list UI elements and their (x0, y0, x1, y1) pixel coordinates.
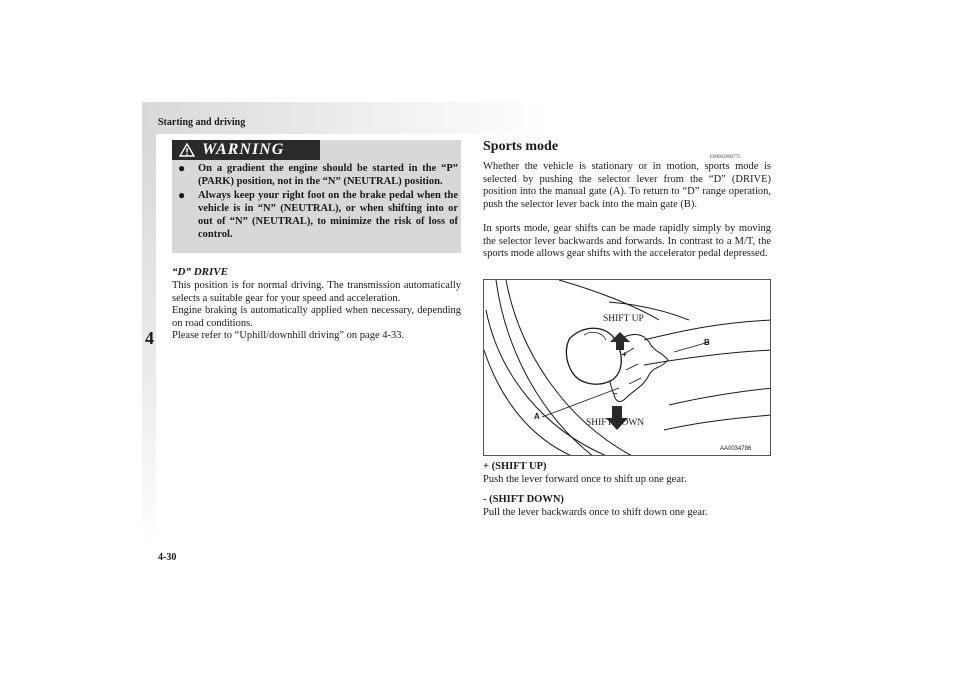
figure-code: AA0034786 (720, 446, 752, 452)
drive-paragraph: Please refer to “Uphill/downhill driving” on page 4-33. (172, 330, 405, 341)
shift-down-label: SHIFT DOWN (586, 418, 645, 428)
minus-symbol: – (613, 389, 618, 398)
section-title: Starting and driving (158, 117, 246, 128)
sports-mode-heading: Sports mode (483, 139, 559, 154)
sports-paragraph: Whether the vehicle is stationary or in motion, sports mode is selected by pushing the selector lever from the “D” (DRIVE) position into the manual gate (A). To return to “D” range operation, push the selector lever back into the main gate (B). (483, 161, 771, 210)
term-title: + (SHIFT UP) (483, 461, 547, 472)
warning-item (176, 162, 458, 188)
term-shift-down (483, 494, 771, 519)
bullet-icon: ● (178, 161, 186, 175)
warning-triangle-icon (179, 143, 195, 157)
term-description: Pull the lever backwards once to shift down one gear. (483, 506, 708, 518)
selector-lever-illustration (484, 280, 771, 456)
bullet-icon: ● (178, 188, 186, 202)
term-description: Push the lever forward once to shift up one gear. (483, 473, 687, 485)
selector-lever-figure (483, 279, 771, 456)
warning-tab (172, 140, 320, 160)
term-title: - (SHIFT DOWN) (483, 494, 564, 505)
gate-a-label: A (534, 412, 540, 421)
sports-paragraph: In sports mode, gear shifts can be made rapidly simply by moving the selector lever backwards and forwards. In contrast to a M/T, the sports mode allows gear shifts with the accelerator pedal depressed. (483, 223, 771, 259)
warning-text: On a gradient the engine should be started in the “P” (PARK) position, not in the “N” (NEUTRAL) position. (198, 163, 458, 187)
plus-symbol: + (622, 350, 627, 359)
warning-list (176, 162, 458, 242)
drive-body (172, 280, 461, 343)
term-shift-up (483, 461, 771, 486)
drive-paragraph: Engine braking is automatically applied when necessary, depending on road conditions. (172, 305, 461, 329)
gate-b-label: B (704, 338, 710, 347)
chapter-number: 4 (145, 328, 154, 348)
reference-code: E00603900775 (710, 155, 741, 160)
shift-up-label: SHIFT UP (603, 314, 644, 324)
warning-text: Always keep your right foot on the brake pedal when the vehicle is in “N” (NEUTRAL), or when shifting into or out of “N” (NEUTRAL), to minimize the risk of loss of control. (198, 190, 458, 240)
warning-item (176, 189, 458, 241)
warning-label: WARNING (202, 141, 285, 158)
page-number: 4-30 (158, 552, 177, 563)
drive-paragraph: This position is for normal driving. The transmission automatically selects a suitable gear for your speed and acceleration. (172, 280, 461, 304)
drive-heading: “D” DRIVE (172, 266, 228, 278)
